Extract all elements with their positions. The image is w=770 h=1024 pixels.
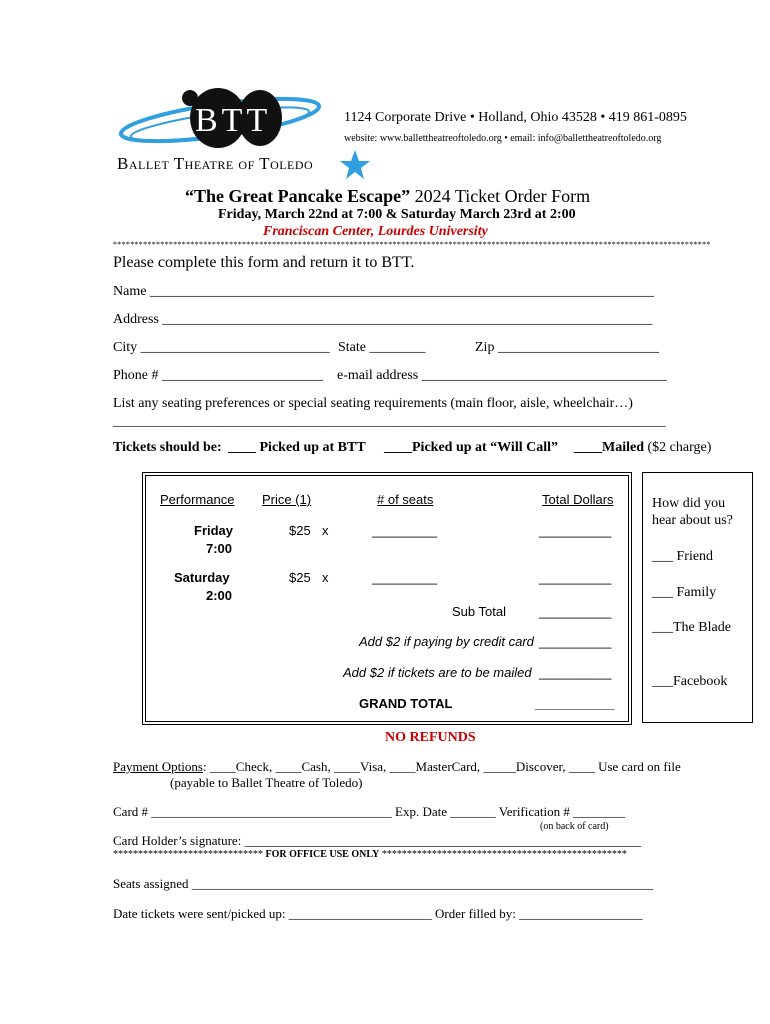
payment-options[interactable] xyxy=(113,759,681,775)
hear-option-friend[interactable]: ___ Friend xyxy=(652,549,714,564)
subtotal-label: Sub Total xyxy=(452,604,506,619)
saturday-total-field[interactable]: __________ xyxy=(539,570,612,585)
phone-field[interactable]: Phone # _______________________ xyxy=(113,368,323,383)
row-friday-price: $25 xyxy=(289,523,311,538)
seating-field[interactable]: _____________________________________________________________________________________ xyxy=(113,413,666,428)
mailed-charge: ($2 charge) xyxy=(644,440,712,455)
office-label: FOR OFFICE USE ONLY xyxy=(265,849,380,860)
logo-letters: BTT xyxy=(195,102,272,139)
hear-option-facebook[interactable]: ___Facebook xyxy=(652,674,728,689)
web-line: website: www.ballettheatreoftoledo.org • email: info@ballettheatreoftoledo.org xyxy=(344,133,662,144)
hear-option-blade[interactable]: ___The Blade xyxy=(652,620,731,635)
card-number-field[interactable]: Card # _____________________________________ Exp. Date _______ Verification # ________ xyxy=(113,804,626,819)
no-refunds: NO REFUNDS xyxy=(385,730,476,745)
seats-assigned-field[interactable]: Seats assigned _______________________________________________________________________ xyxy=(113,876,654,891)
mailed-fee-field[interactable]: __________ xyxy=(539,665,612,680)
row-saturday-time: 2:00 xyxy=(206,588,233,603)
org-name: Ballet Theatre of Toledo xyxy=(117,154,314,173)
saturday-seats-field[interactable]: _________ xyxy=(372,570,438,585)
friday-seats-field[interactable]: _________ xyxy=(372,523,438,538)
seating-prompt: List any seating preferences or special seating requirements (main floor, aisle, wheelchair…) xyxy=(113,396,633,411)
city-field[interactable]: City ___________________________ xyxy=(113,340,330,355)
office-stars-left: ****************************** xyxy=(113,849,263,860)
show-name: “The Great Pancake Escape” xyxy=(185,186,411,206)
pickup-btt-option[interactable]: ____ Picked up at BTT xyxy=(228,440,366,455)
row-friday-time: 7:00 xyxy=(206,541,233,556)
hear-question-2: hear about us? xyxy=(652,513,733,528)
email-field[interactable]: e-mail address ___________________________________ xyxy=(337,368,667,383)
address-field[interactable]: Address ______________________________________________________________________ xyxy=(113,312,653,327)
row-saturday-price: $25 xyxy=(289,570,311,585)
row-saturday-x: x xyxy=(322,570,329,585)
hear-option-family[interactable]: ___ Family xyxy=(652,585,717,600)
venue: Franciscan Center, Lourdes University xyxy=(263,224,488,239)
tickets-label: Tickets should be: xyxy=(113,440,222,455)
credit-card-fee-label: Add $2 if paying by credit card xyxy=(359,634,534,649)
office-divider xyxy=(113,849,627,860)
signature-field[interactable]: Card Holder’s signature: _____________________________________________________________ xyxy=(113,833,642,848)
will-call-option[interactable]: ____Picked up at “Will Call” xyxy=(384,440,558,455)
name-field[interactable]: Name ________________________________________________________________________ xyxy=(113,284,654,299)
header-total: Total Dollars xyxy=(542,492,614,507)
performance-dates: Friday, March 22nd at 7:00 & Saturday March 23rd at 2:00 xyxy=(218,207,576,222)
header-seats: # of seats xyxy=(377,492,434,507)
zip-field[interactable]: Zip _______________________ xyxy=(475,340,659,355)
row-saturday-day: Saturday xyxy=(174,570,230,585)
address-line: 1124 Corporate Drive • Holland, Ohio 43528 • 419 861-0895 xyxy=(344,110,687,125)
form-name: 2024 Ticket Order Form xyxy=(410,186,591,206)
payment-label: Payment Options xyxy=(113,759,203,774)
grand-total-label: GRAND TOTAL xyxy=(359,696,453,711)
credit-card-fee-field[interactable]: __________ xyxy=(539,634,612,649)
header-performance: Performance xyxy=(160,492,235,507)
page-title xyxy=(185,186,590,207)
verification-note: (on back of card) xyxy=(540,821,609,832)
row-friday-x: x xyxy=(322,523,329,538)
hear-question-1: How did you xyxy=(652,496,726,511)
office-stars-right: ************************************************* xyxy=(381,849,627,860)
header-price: Price (1) xyxy=(262,492,312,507)
logo xyxy=(100,88,370,188)
star-divider: ******************************************************************************************************************************************* xyxy=(113,240,711,249)
row-friday-day: Friday xyxy=(194,523,234,538)
mailed-option[interactable] xyxy=(574,440,711,456)
payment-choices: : ____Check, ____Cash, ____Visa, ____MasterCard, _____Discover, ____ Use card on file xyxy=(202,759,681,774)
friday-total-field[interactable]: __________ xyxy=(539,523,612,538)
mailed-fee-label: Add $2 if tickets are to be mailed xyxy=(343,665,532,680)
subtotal-field[interactable]: __________ xyxy=(539,604,612,619)
mailed-label: ____Mailed xyxy=(574,440,644,455)
payable-note: (payable to Ballet Theatre of Toledo) xyxy=(170,775,363,790)
grand-total-field[interactable]: ___________ xyxy=(535,696,615,711)
intro-text: Please complete this form and return it to BTT. xyxy=(113,254,415,271)
state-field[interactable]: State ________ xyxy=(338,340,426,355)
date-sent-field[interactable]: Date tickets were sent/picked up: ______________________ Order filled by: ___________________ xyxy=(113,906,643,921)
